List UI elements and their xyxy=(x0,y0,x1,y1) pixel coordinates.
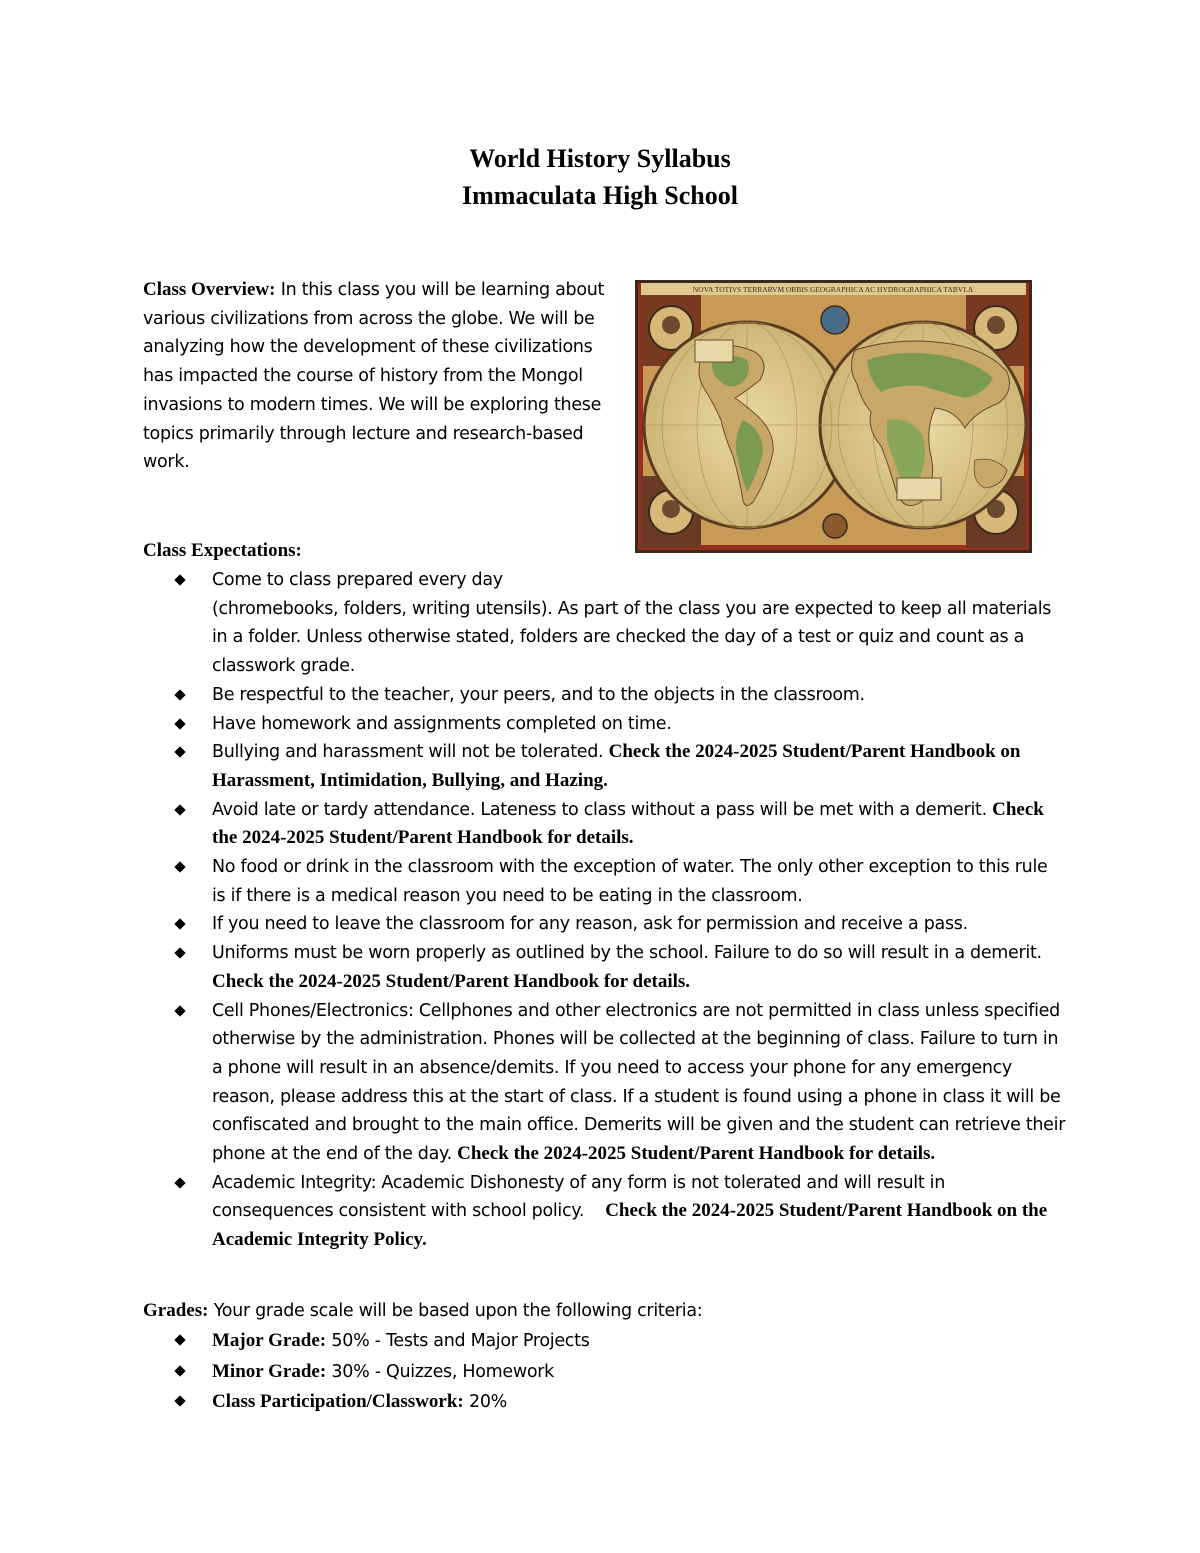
expectation-text: Bullying and harassment will not be tolerated. xyxy=(212,742,609,763)
grade-category-text: 20% xyxy=(463,1392,508,1412)
handbook-reference: Check the 2024-2025 Student/Parent Handbook for details. xyxy=(457,1143,936,1165)
list-item xyxy=(0,1357,1200,1388)
class-overview-label: Class Overview: xyxy=(143,279,276,300)
list-item xyxy=(0,1326,1200,1357)
grade-category-label: Class Participation/Classwork: xyxy=(212,1391,464,1412)
grades-list xyxy=(0,1326,1200,1418)
diamond-bullet-icon xyxy=(174,947,185,958)
world-map-image xyxy=(635,280,1032,553)
expectation-text: Cell Phones/Electronics: Cellphones and other electronics are not permitted in class unless specified otherwise by the administration. Phones will be collected at the beginning of class. Failure to turn in a phone will result in an absence/demits. If you need to access your phone for any emergency reason, please address this at the start of class. If a student is found using a phone in class it will be confiscated and brought to the main office. Demerits will be given and the student can retrieve their phone at the end of the day. xyxy=(212,1000,1066,1165)
grade-category-text: 50% - Tests and Major Projects xyxy=(326,1331,590,1351)
grades-paragraph xyxy=(143,1297,702,1326)
school-name: Immaculata High School xyxy=(462,181,738,210)
document-title: World History Syllabus xyxy=(469,144,731,173)
grades-text: Your grade scale will be based upon the following criteria: xyxy=(208,1301,703,1321)
diamond-bullet-icon xyxy=(174,689,185,700)
class-overview-text: In this class you will be learning about various civilizations from across the globe. We will be analyzing how the development of these civilizations has impacted the course of history from the Mongol invasions to modern times. We will be exploring these topics primarily through lecture and research-based work. xyxy=(143,280,605,473)
grade-category-text: 30% - Quizzes, Homework xyxy=(326,1361,555,1382)
list-item xyxy=(0,939,1200,996)
expectation-text: Be respectful to the teacher, your peers, and to the objects in the classroom. xyxy=(212,684,865,705)
diamond-bullet-icon xyxy=(174,804,185,815)
document-title-block xyxy=(0,140,1200,214)
expectation-text: If you need to leave the classroom for any reason, ask for permission and receive a pass. xyxy=(212,914,968,935)
diamond-bullet-icon xyxy=(174,1005,185,1016)
diamond-bullet-icon xyxy=(174,718,185,729)
expectation-text: Uniforms must be worn properly as outlined by the school. Failure to do so will result in a demerit. xyxy=(212,943,1042,964)
list-item xyxy=(0,681,1200,710)
grade-category-label: Minor Grade: xyxy=(212,1360,327,1382)
class-expectations-label: Class Expectations: xyxy=(143,540,302,561)
diamond-bullet-icon xyxy=(174,919,185,930)
handbook-reference: Check the 2024-2025 Student/Parent Handbook on Harassment, Intimidation, Bullying, and Hazing. xyxy=(212,741,1021,791)
expectations-list xyxy=(0,566,1200,1255)
expectation-text: Have homework and assignments completed on time. xyxy=(212,713,672,734)
list-item xyxy=(0,1169,1200,1255)
expectation-text-continued: (chromebooks, folders, writing utensils). As part of the class you are expected to keep all materials in a folder. Unless otherwise stated, folders are checked the day of a test or quiz and count as a classwork grade. xyxy=(212,598,1052,677)
diamond-bullet-icon xyxy=(174,1334,185,1345)
list-item xyxy=(0,997,1200,1169)
grade-category-label: Major Grade: xyxy=(212,1330,327,1351)
diamond-bullet-icon xyxy=(174,1365,185,1376)
list-item xyxy=(0,1387,1200,1418)
diamond-bullet-icon xyxy=(174,747,185,758)
map-caption: NOVA TOTIVS TERRARVM ORBIS GEOGRAPHICA AC HYDROGRAPHICA TABVLA xyxy=(692,285,974,294)
diamond-bullet-icon xyxy=(174,1177,185,1188)
diamond-bullet-icon xyxy=(174,861,185,872)
handbook-reference: Check the 2024-2025 Student/Parent Handbook on the Academic Integrity Policy. xyxy=(212,1200,1048,1251)
list-item xyxy=(0,738,1200,795)
expectation-text: No food or drink in the classroom with the exception of water. The only other exception to this rule is if there is a medical reason you need to be eating in the classroom. xyxy=(212,857,1048,906)
class-expectations-heading xyxy=(143,537,302,566)
list-item xyxy=(0,910,1200,939)
expectation-text: Come to class prepared every day xyxy=(212,570,503,590)
list-item xyxy=(0,566,1200,681)
list-item xyxy=(0,796,1200,853)
handbook-reference: Check the 2024-2025 Student/Parent Handbook for details. xyxy=(212,798,1044,849)
diamond-bullet-icon xyxy=(174,574,185,585)
list-item xyxy=(0,853,1200,910)
class-overview-paragraph xyxy=(143,276,613,477)
grades-label: Grades: xyxy=(143,1300,209,1321)
expectation-text: Avoid late or tardy attendance. Lateness to class without a pass will be met with a demerit. xyxy=(212,799,993,820)
handbook-reference: Check the 2024-2025 Student/Parent Handbook for details. xyxy=(212,970,691,992)
list-item xyxy=(0,710,1200,739)
expectation-text: Academic Integrity: Academic Dishonesty of any form is not tolerated and will result in consequences consistent with school policy. xyxy=(212,1172,951,1222)
diamond-bullet-icon xyxy=(174,1395,185,1406)
